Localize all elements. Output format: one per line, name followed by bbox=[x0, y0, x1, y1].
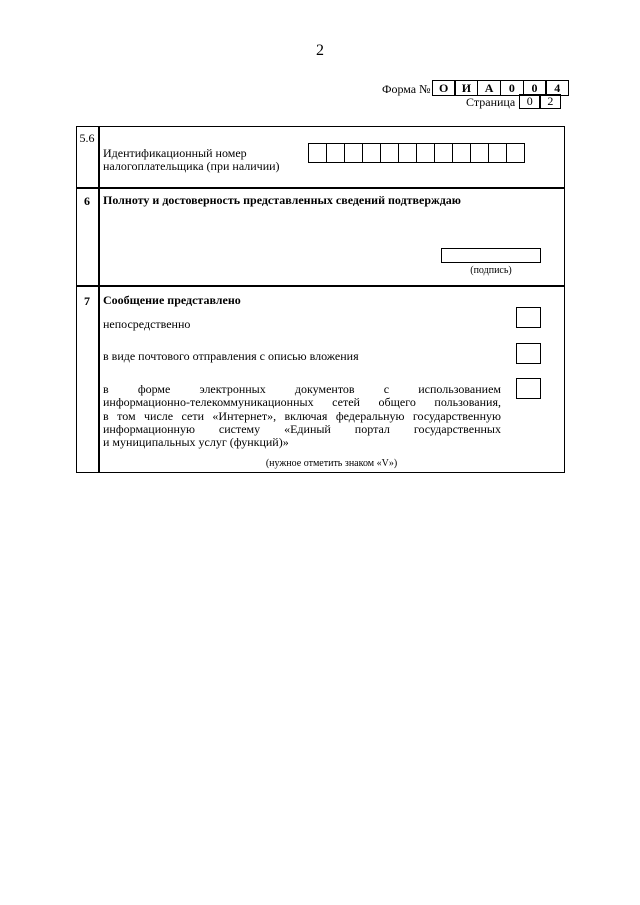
table-column-divider bbox=[98, 126, 100, 473]
submission-title: Сообщение представлено bbox=[103, 293, 241, 307]
page-code-cell: 2 bbox=[539, 94, 561, 109]
inn-digit-cell[interactable] bbox=[380, 143, 399, 163]
signature-field[interactable] bbox=[441, 248, 541, 263]
inn-digit-cell[interactable] bbox=[398, 143, 417, 163]
option-direct-checkbox[interactable] bbox=[516, 307, 541, 328]
option-direct-label: непосредственно bbox=[103, 317, 191, 331]
option-electronic-checkbox[interactable] bbox=[516, 378, 541, 399]
inn-digit-cell[interactable] bbox=[452, 143, 471, 163]
inn-digit-cell[interactable] bbox=[362, 143, 381, 163]
row-number-7: 7 bbox=[84, 294, 90, 308]
page-label: Страница bbox=[466, 95, 516, 109]
row-number-5-6: 5.6 bbox=[79, 131, 95, 145]
option-electronic-line: информационную систему «Единый портал государственных bbox=[103, 421, 501, 436]
inn-digit-cell[interactable] bbox=[326, 143, 345, 163]
inn-digit-cell[interactable] bbox=[506, 143, 525, 163]
option-electronic-label bbox=[103, 383, 501, 449]
option-post-label: в виде почтового отправления с описью вложения bbox=[103, 349, 359, 363]
option-electronic-line: в том числе сети «Интернет», включая федеральную государственную bbox=[103, 408, 501, 423]
inn-label-line2: налогоплательщика (при наличии) bbox=[103, 159, 280, 173]
form-code-cell: И bbox=[454, 80, 478, 96]
option-electronic-line: информационно-телекоммуникационных сетей общего пользования, bbox=[103, 395, 501, 410]
inn-digit-cell[interactable] bbox=[308, 143, 327, 163]
form-code-cell: А bbox=[477, 80, 501, 96]
form-code-cell: 0 bbox=[523, 80, 547, 96]
inn-input-cells[interactable] bbox=[309, 143, 525, 163]
inn-digit-cell[interactable] bbox=[416, 143, 435, 163]
inn-digit-cell[interactable] bbox=[344, 143, 363, 163]
table-row-divider bbox=[76, 187, 565, 189]
option-post-checkbox[interactable] bbox=[516, 343, 541, 364]
confirmation-title: Полноту и достоверность представленных сведений подтверждаю bbox=[103, 193, 461, 207]
page-code-cells bbox=[520, 94, 561, 109]
option-electronic-line: и муниципальных услуг (функций)» bbox=[103, 435, 289, 450]
option-electronic-line: в форме электронных документов с использованием bbox=[103, 382, 501, 396]
page-code-cell: 0 bbox=[519, 94, 541, 109]
form-code-cell: О bbox=[432, 80, 456, 96]
form-code-cell: 4 bbox=[545, 80, 569, 96]
form-number-label: Форма № bbox=[382, 82, 431, 96]
inn-digit-cell[interactable] bbox=[470, 143, 489, 163]
inn-digit-cell[interactable] bbox=[434, 143, 453, 163]
selection-hint: (нужное отметить знаком «V») bbox=[265, 458, 398, 469]
row-number-6: 6 bbox=[84, 194, 90, 208]
table-row-divider bbox=[76, 285, 565, 287]
form-code-cell: 0 bbox=[500, 80, 524, 96]
inn-digit-cell[interactable] bbox=[488, 143, 507, 163]
signature-label: (подпись) bbox=[470, 265, 512, 276]
inn-label-line1: Идентификационный номер bbox=[103, 146, 247, 160]
page-number: 2 bbox=[316, 42, 324, 59]
